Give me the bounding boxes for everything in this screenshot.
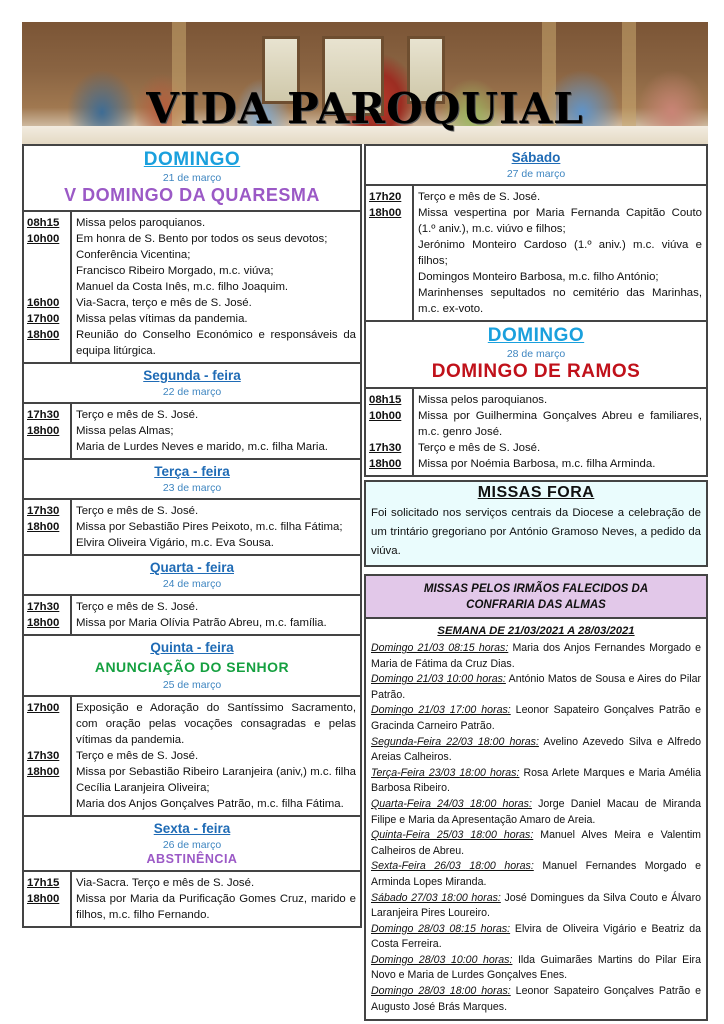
time: 17h30 xyxy=(369,442,402,454)
time: 17h15 xyxy=(27,877,60,889)
entry-text: Rosa Arlete Marques e Maria Amélia Barbosa Ribeiro. xyxy=(371,766,701,795)
confraria-entry xyxy=(371,641,701,672)
confraria-entry xyxy=(371,797,701,828)
schedule xyxy=(24,872,360,926)
schedule-line: Francisco Ribeiro Morgado, m.c. viúva; xyxy=(76,265,274,277)
day-section-domingo-21 xyxy=(22,144,362,364)
day-header xyxy=(24,817,360,872)
entry-label: Domingo 21/03 08:15 horas: xyxy=(371,642,509,654)
header-banner xyxy=(22,22,708,144)
entry-text: Leonor Sapateiro Gonçalves Patrão e Gracinda Carneiro Patrão. xyxy=(371,704,701,732)
week-range: SEMANA DE 21/03/2021 A 28/03/2021 xyxy=(437,625,635,637)
schedule-line: Jerónimo Monteiro Cardoso (1.º aniv.) m.c. viúva e filhos; xyxy=(418,239,702,267)
time: 18h00 xyxy=(27,893,60,905)
entry-text: Maria dos Anjos Fernandes Morgado e Maria de Fátima da Cruz Dias. xyxy=(371,642,701,670)
schedule-line: Terço e mês de S. José. xyxy=(76,750,199,762)
day-date: 21 de março xyxy=(162,172,222,184)
day-date: 24 de março xyxy=(162,578,222,590)
day-date: 25 de março xyxy=(162,679,222,691)
feast-title: V DOMINGO DA QUARESMA xyxy=(64,185,320,205)
time: 18h00 xyxy=(27,329,60,341)
schedule-line: Manuel da Costa Inês, m.c. filho Joaquim. xyxy=(76,281,289,293)
day-section-quarta xyxy=(22,556,362,636)
time: 18h00 xyxy=(369,458,402,470)
schedule-line: Missa por Noémia Barbosa, m.c. filha Arminda. xyxy=(418,458,656,470)
confraria-entry xyxy=(371,828,701,859)
schedule-line: Missa pelas vítimas da pandemia. xyxy=(76,313,248,325)
entry-text: José Domingues da Silva Couto e Álvaro Laranjeira Pires Loureiro. xyxy=(371,891,701,920)
entry-text: Manuel Fernandes Morgado e Arminda Lopes Miranda. xyxy=(371,860,701,888)
entry-label: Sábado 27/03 18:00 horas: xyxy=(371,891,501,904)
schedule-line: Missa por Maria Olívia Patrão Abreu, m.c. família. xyxy=(76,617,327,629)
time: 18h00 xyxy=(27,617,60,629)
schedule-line: Missa por Sebastião Pires Peixoto, m.c. filha Fátima; xyxy=(76,521,343,533)
time: 17h00 xyxy=(27,702,60,714)
day-name: DOMINGO xyxy=(143,149,241,170)
times-column xyxy=(366,389,414,475)
time: 17h00 xyxy=(27,313,60,325)
day-header xyxy=(366,322,706,389)
details-column xyxy=(414,186,706,320)
entry-text: Ilda Guimarães Martins do Pilar Eira Novo e Maria de Lurdes Gonçalves Enes. xyxy=(371,953,701,982)
confraria-entry xyxy=(371,922,701,953)
schedule-line: Conferência Vicentina; xyxy=(76,249,191,261)
details-column xyxy=(72,404,360,458)
schedule xyxy=(366,389,706,475)
schedule xyxy=(24,212,360,362)
missas-fora-text: Foi solicitado nos serviços centrais da Diocese a celebração de um trintário gregoriano por António Gramoso Neves, a pedido da viúva. xyxy=(371,507,701,557)
day-section-segunda xyxy=(22,364,362,460)
times-column xyxy=(24,596,72,634)
feast-title: ANUNCIAÇÃO DO SENHOR xyxy=(94,659,290,675)
time: 16h00 xyxy=(27,297,60,309)
confraria-entry xyxy=(371,984,701,1015)
entry-text: António Matos de Sousa e Aires do Pilar Patrão. xyxy=(371,673,701,701)
entry-label: Domingo 21/03 17:00 horas: xyxy=(371,704,511,717)
schedule-line: Terço e mês de S. José. xyxy=(418,442,541,454)
day-date: 22 de março xyxy=(162,386,222,398)
time: 17h30 xyxy=(27,505,60,517)
details-column xyxy=(72,212,360,362)
schedule-line: Terço e mês de S. José. xyxy=(76,505,199,517)
time: 18h00 xyxy=(27,521,60,533)
entry-label: Quarta-Feira 24/03 18:00 horas: xyxy=(371,797,532,810)
confraria-entry xyxy=(371,859,701,890)
day-date: 26 de março xyxy=(162,839,222,851)
day-header xyxy=(24,636,360,697)
entry-label: Domingo 28/03 10:00 horas: xyxy=(371,953,513,966)
day-section-domingo-28 xyxy=(364,322,708,477)
entry-label: Segunda-Feira 22/03 18:00 horas: xyxy=(371,735,539,748)
confraria-entry xyxy=(371,672,701,703)
confraria-entry xyxy=(371,735,701,766)
time: 08h15 xyxy=(369,394,402,406)
schedule-line: Terço e mês de S. José. xyxy=(76,601,199,613)
schedule-line: Em honra de S. Bento por todos os seus devotos; xyxy=(76,233,328,245)
schedule-line: Via-Sacra. Terço e mês de S. José. xyxy=(76,877,255,889)
entry-text: Avelino Azevedo Silva e Alfredo Areias Calheiros. xyxy=(371,735,701,764)
times-column xyxy=(24,697,72,815)
time: 17h30 xyxy=(27,601,60,613)
confraria-entry xyxy=(371,766,701,797)
day-header xyxy=(24,146,360,212)
missas-fora-box xyxy=(364,480,708,567)
page-title: VIDA PAROQUIAL xyxy=(146,84,584,133)
schedule-line: Terço e mês de S. José. xyxy=(76,409,199,421)
confraria-title-line: CONFRARIA DAS ALMAS xyxy=(466,599,606,611)
details-column xyxy=(72,872,360,926)
day-header xyxy=(24,460,360,500)
time: 18h00 xyxy=(27,425,60,437)
day-name: Quarta - feira xyxy=(149,560,235,575)
time: 17h30 xyxy=(27,750,60,762)
schedule xyxy=(24,697,360,815)
schedule-line: Missa pelos paroquianos. xyxy=(76,217,206,229)
day-name: Sexta - feira xyxy=(153,821,231,836)
time: 18h00 xyxy=(27,766,60,778)
confraria-body xyxy=(366,619,706,1019)
day-header xyxy=(24,364,360,404)
schedule xyxy=(24,404,360,458)
schedule-line: Missa pelos paroquianos. xyxy=(418,394,548,406)
entry-label: Domingo 28/03 18:00 horas: xyxy=(371,985,511,998)
confraria-entries xyxy=(371,641,701,1015)
entry-text: Elvira de Oliveira Vigário e Beatriz da Costa Ferreira. xyxy=(371,922,701,951)
day-name: Terça - feira xyxy=(154,464,230,479)
details-column xyxy=(72,596,360,634)
time: 18h00 xyxy=(369,207,402,219)
day-section-quinta xyxy=(22,636,362,817)
schedule-line: Exposição e Adoração do Santíssimo Sacramento, com oração pelas vocações consagradas e pelas vítimas da pandemia. xyxy=(76,702,356,746)
time: 08h15 xyxy=(27,217,60,229)
schedule-line: Maria dos Anjos Gonçalves Patrão, m.c. filha Fátima. xyxy=(76,798,344,810)
day-name: Sábado xyxy=(511,150,561,165)
entry-label: Sexta-Feira 26/03 18:00 horas: xyxy=(371,860,534,873)
schedule-line: Elvira Oliveira Vigário, m.c. Eva Sousa. xyxy=(76,537,274,549)
confraria-box xyxy=(364,574,708,1021)
day-header xyxy=(24,556,360,596)
schedule-line: Missa por Maria da Purificação Gomes Cruz, marido e filhos, m.c. filho Fernando. xyxy=(76,893,356,921)
feast-title: DOMINGO DE RAMOS xyxy=(431,361,641,382)
entry-text: Leonor Sapateiro Gonçalves Patrão e Augusto José Brás Marques. xyxy=(371,985,701,1013)
time: 17h30 xyxy=(27,409,60,421)
entry-label: Quinta-Feira 25/03 18:00 horas: xyxy=(371,829,534,842)
day-date: 23 de março xyxy=(162,482,222,494)
entry-text: Jorge Daniel Macau de Miranda Filipe e Maria da Apresentação Amaro de Areia. xyxy=(371,797,702,826)
day-date: 27 de março xyxy=(506,168,566,180)
left-column xyxy=(22,144,362,928)
schedule-line: Missa pelas Almas; xyxy=(76,425,174,437)
schedule-line: Via-Sacra, terço e mês de S. José. xyxy=(76,297,252,309)
times-column xyxy=(24,212,72,362)
time: 10h00 xyxy=(27,233,60,245)
confraria-entry xyxy=(371,703,701,734)
confraria-entry xyxy=(371,891,701,922)
feast-title: ABSTINÊNCIA xyxy=(146,852,238,866)
details-column xyxy=(72,697,360,815)
schedule-line: Maria de Lurdes Neves e marido, m.c. filha Maria. xyxy=(76,441,328,453)
schedule-line: Terço e mês de S. José. xyxy=(418,191,541,203)
time: 10h00 xyxy=(369,410,402,422)
day-section-sabado xyxy=(364,144,708,322)
schedule xyxy=(366,186,706,320)
time: 17h20 xyxy=(369,191,402,203)
day-name: DOMINGO xyxy=(487,325,585,346)
entry-label: Domingo 21/03 10:00 horas: xyxy=(371,673,506,686)
schedule-line: Reunião do Conselho Económico e responsáveis da equipa litúrgica. xyxy=(76,329,356,357)
entry-text: Manuel Alves Meira e Valentim Calheiros de Abreu. xyxy=(371,829,702,857)
day-date: 28 de março xyxy=(506,348,566,360)
right-column xyxy=(364,144,708,1021)
day-name: Segunda - feira xyxy=(143,368,241,383)
missas-fora-title: MISSAS FORA xyxy=(477,484,595,501)
details-column xyxy=(414,389,706,475)
day-header xyxy=(366,146,706,186)
schedule-line: Missa por Sebastião Ribeiro Laranjeira (aniv,) m.c. filha Cecília Laranjeira Oliveira; xyxy=(76,766,356,794)
schedule-line: Domingos Monteiro Barbosa, m.c. filho António; xyxy=(418,271,659,283)
details-column xyxy=(72,500,360,554)
day-name: Quinta - feira xyxy=(150,640,234,655)
schedule-line: Missa vespertina por Maria Fernanda Capitão Couto (1.º aniv.), m.c. viúvo e filhos; xyxy=(418,207,702,235)
schedule-line: Missa por Guilhermina Gonçalves Abreu e familiares, m.c. genro José. xyxy=(418,410,702,438)
times-column xyxy=(24,404,72,458)
schedule-line: Marinhenses sepultados no cemitério das Marinhas, m.c. ex-voto. xyxy=(418,287,702,315)
times-column xyxy=(24,500,72,554)
day-section-sexta xyxy=(22,817,362,928)
day-section-terca xyxy=(22,460,362,556)
confraria-header xyxy=(366,576,706,619)
schedule xyxy=(24,596,360,634)
schedule xyxy=(24,500,360,554)
entry-label: Terça-Feira 23/03 18:00 horas: xyxy=(371,766,520,779)
confraria-entry xyxy=(371,953,701,984)
times-column xyxy=(366,186,414,320)
confraria-title-line: MISSAS PELOS IRMÃOS FALECIDOS DA xyxy=(423,583,649,595)
entry-label: Domingo 28/03 08:15 horas: xyxy=(371,922,511,935)
times-column xyxy=(24,872,72,926)
